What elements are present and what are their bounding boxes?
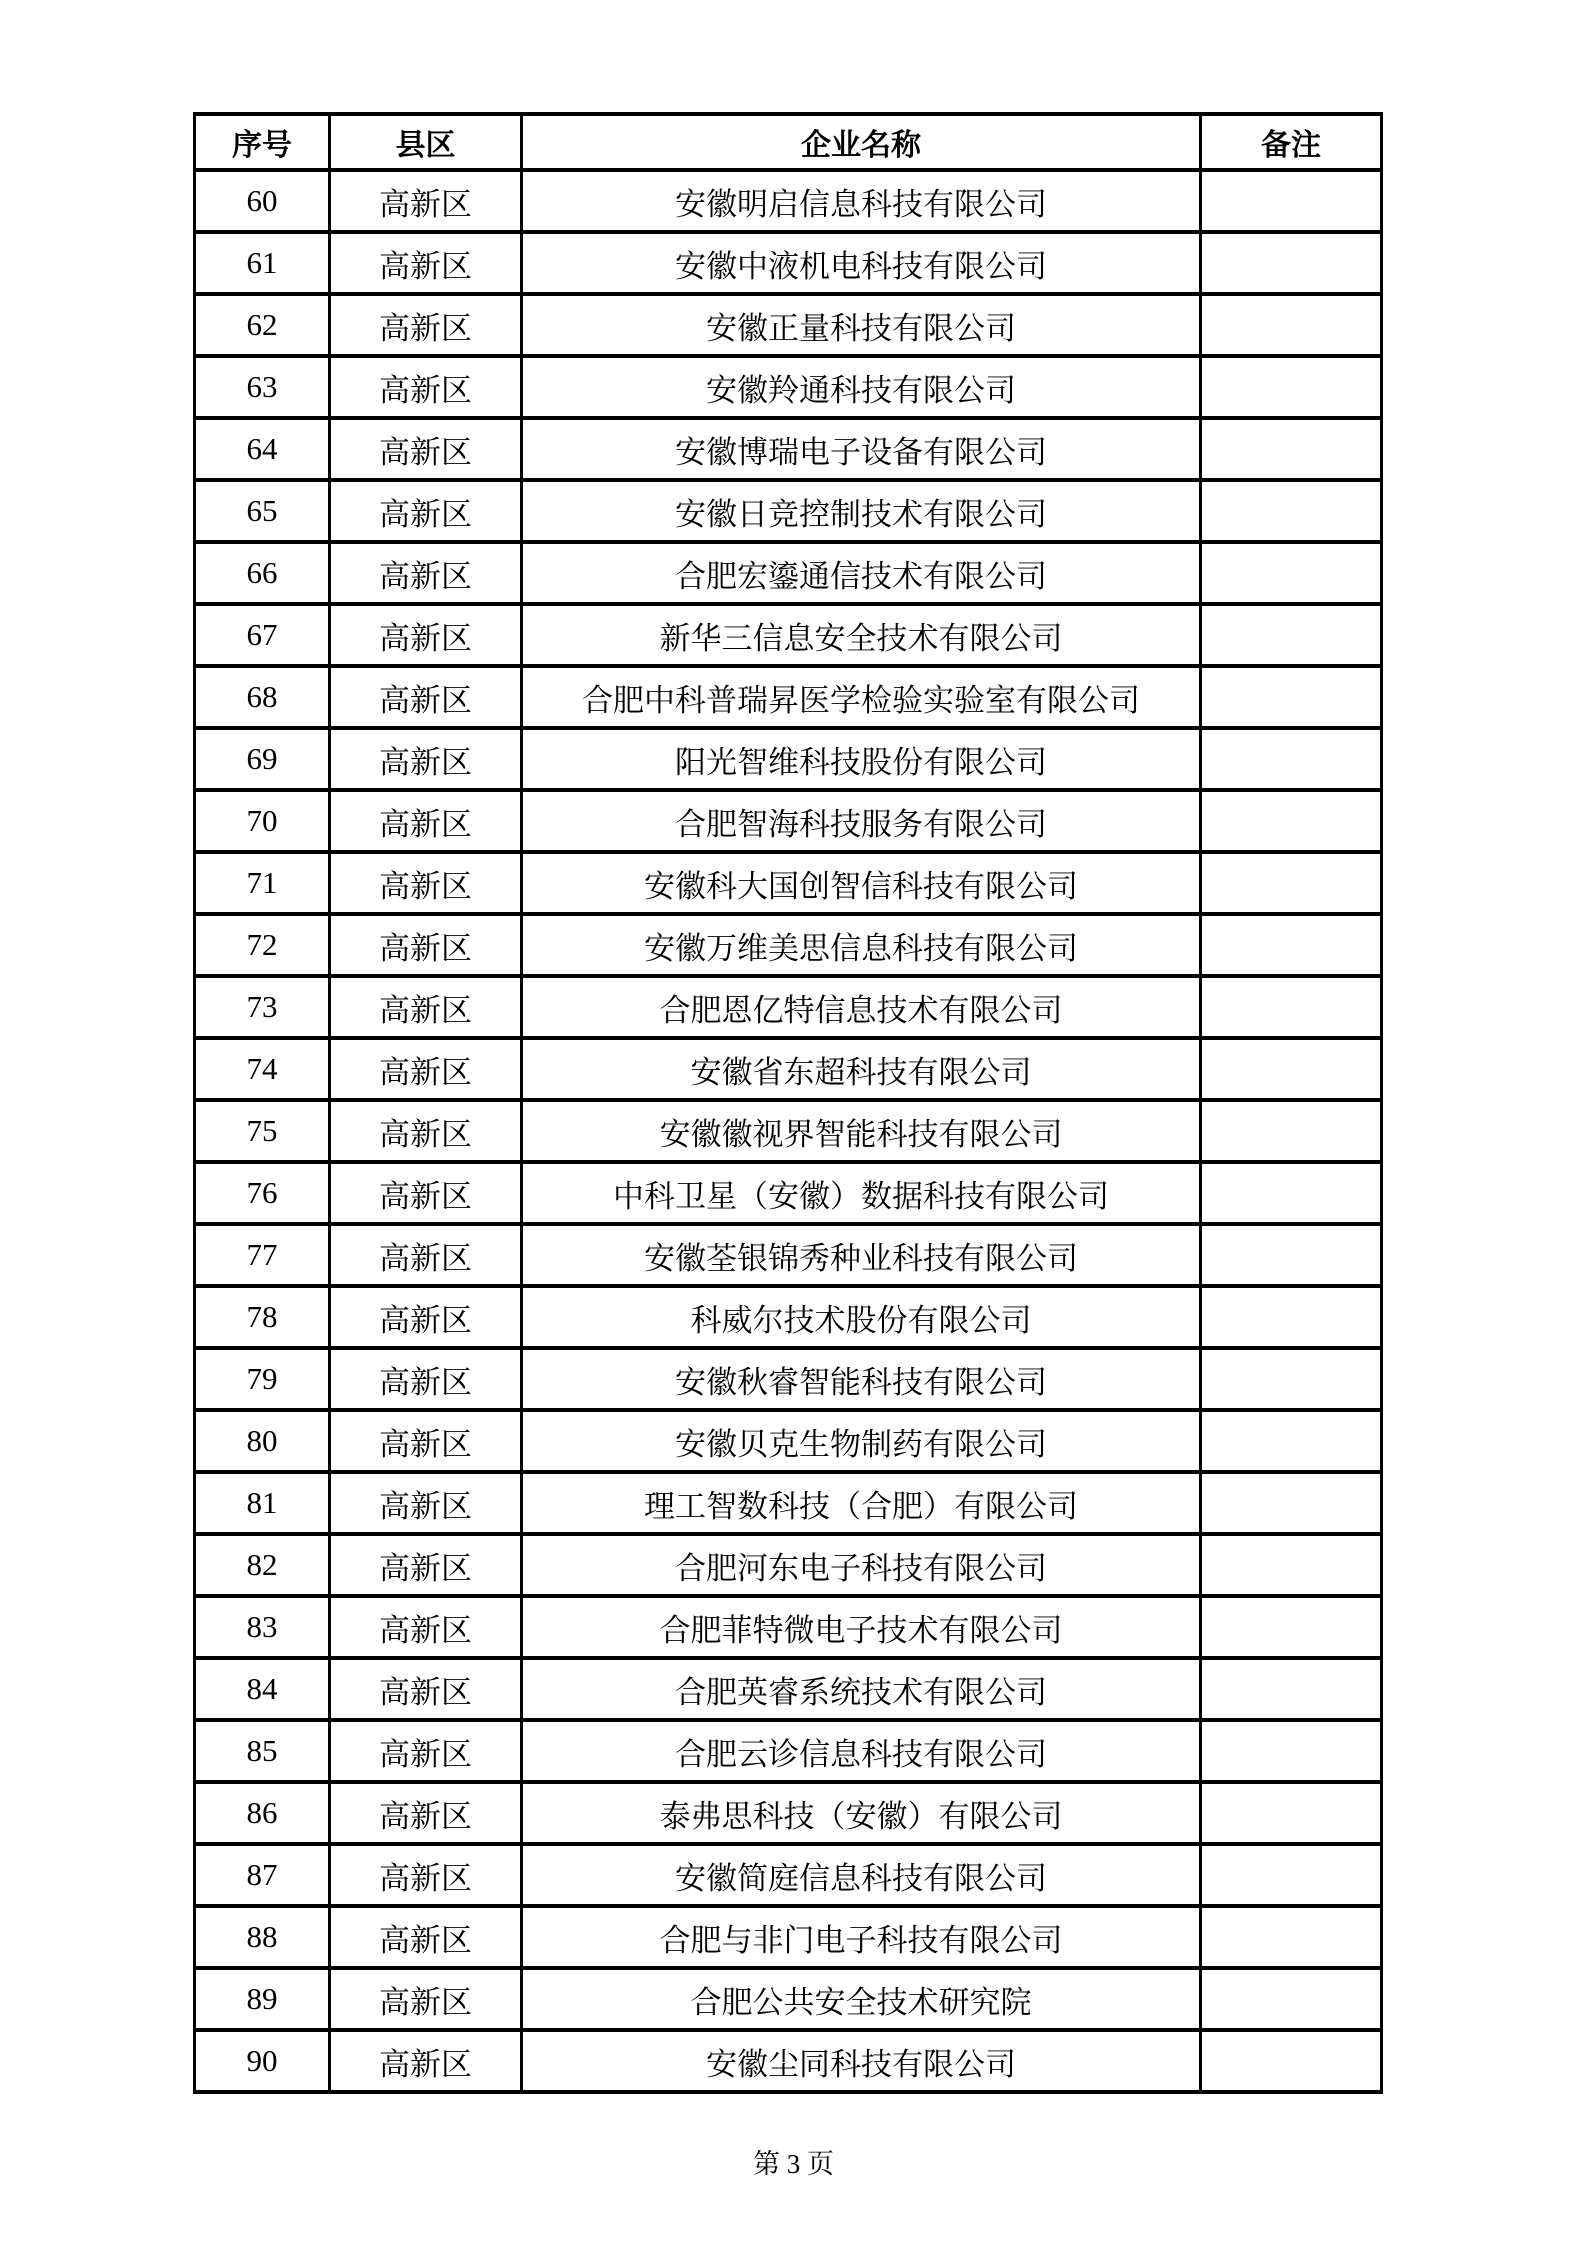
column-header-serial: 序号 (195, 114, 330, 170)
cell-serial-number: 88 (195, 1906, 330, 1968)
cell-remark (1201, 604, 1382, 666)
cell-serial-number: 68 (195, 666, 330, 728)
cell-district: 高新区 (330, 170, 522, 232)
cell-serial-number: 78 (195, 1286, 330, 1348)
page-number: 第 3 页 (753, 2149, 834, 2179)
column-header-company: 企业名称 (522, 114, 1201, 170)
cell-company-name: 合肥公共安全技术研究院 (522, 1968, 1201, 2030)
cell-district: 高新区 (330, 1968, 522, 2030)
cell-district: 高新区 (330, 1410, 522, 1472)
cell-remark (1201, 914, 1382, 976)
cell-serial-number: 83 (195, 1596, 330, 1658)
table-row (195, 1224, 1382, 1286)
cell-company-name: 安徽徽视界智能科技有限公司 (522, 1100, 1201, 1162)
table-row (195, 1410, 1382, 1472)
cell-district: 高新区 (330, 1658, 522, 1720)
cell-company-name: 安徽正量科技有限公司 (522, 294, 1201, 356)
cell-serial-number: 70 (195, 790, 330, 852)
cell-serial-number: 81 (195, 1472, 330, 1534)
cell-serial-number: 61 (195, 232, 330, 294)
cell-serial-number: 77 (195, 1224, 330, 1286)
cell-serial-number: 67 (195, 604, 330, 666)
cell-serial-number: 75 (195, 1100, 330, 1162)
cell-district: 高新区 (330, 914, 522, 976)
cell-district: 高新区 (330, 356, 522, 418)
cell-district: 高新区 (330, 728, 522, 790)
cell-company-name: 泰弗思科技（安徽）有限公司 (522, 1782, 1201, 1844)
cell-remark (1201, 1720, 1382, 1782)
table-row (195, 418, 1382, 480)
cell-district: 高新区 (330, 1224, 522, 1286)
table-row (195, 790, 1382, 852)
cell-remark (1201, 1286, 1382, 1348)
column-header-district: 县区 (330, 114, 522, 170)
cell-remark (1201, 418, 1382, 480)
table-row (195, 1844, 1382, 1906)
cell-remark (1201, 976, 1382, 1038)
cell-company-name: 安徽秋睿智能科技有限公司 (522, 1348, 1201, 1410)
cell-serial-number: 74 (195, 1038, 330, 1100)
cell-serial-number: 73 (195, 976, 330, 1038)
cell-serial-number: 66 (195, 542, 330, 604)
cell-remark (1201, 356, 1382, 418)
cell-district: 高新区 (330, 604, 522, 666)
cell-company-name: 合肥河东电子科技有限公司 (522, 1534, 1201, 1596)
cell-remark (1201, 1658, 1382, 1720)
cell-remark (1201, 294, 1382, 356)
table-row (195, 1596, 1382, 1658)
cell-remark (1201, 1410, 1382, 1472)
cell-company-name: 安徽羚通科技有限公司 (522, 356, 1201, 418)
table-row (195, 666, 1382, 728)
cell-company-name: 安徽荃银锦秀种业科技有限公司 (522, 1224, 1201, 1286)
cell-remark (1201, 728, 1382, 790)
table-row (195, 1906, 1382, 1968)
cell-serial-number: 64 (195, 418, 330, 480)
table-row (195, 480, 1382, 542)
cell-serial-number: 65 (195, 480, 330, 542)
cell-remark (1201, 1596, 1382, 1658)
cell-serial-number: 72 (195, 914, 330, 976)
table-row (195, 1162, 1382, 1224)
cell-remark (1201, 480, 1382, 542)
table-row (195, 1658, 1382, 1720)
cell-district: 高新区 (330, 852, 522, 914)
table-row (195, 2030, 1382, 2092)
cell-serial-number: 84 (195, 1658, 330, 1720)
cell-district: 高新区 (330, 1782, 522, 1844)
cell-remark (1201, 1782, 1382, 1844)
column-header-remark: 备注 (1201, 114, 1382, 170)
table-row (195, 232, 1382, 294)
company-list-table (193, 112, 1383, 2094)
cell-district: 高新区 (330, 1100, 522, 1162)
cell-company-name: 安徽明启信息科技有限公司 (522, 170, 1201, 232)
cell-district: 高新区 (330, 294, 522, 356)
table-row (195, 1472, 1382, 1534)
table-row (195, 1100, 1382, 1162)
cell-serial-number: 89 (195, 1968, 330, 2030)
cell-serial-number: 62 (195, 294, 330, 356)
table-row (195, 852, 1382, 914)
cell-company-name: 合肥云诊信息科技有限公司 (522, 1720, 1201, 1782)
table-row (195, 1782, 1382, 1844)
cell-company-name: 理工智数科技（合肥）有限公司 (522, 1472, 1201, 1534)
cell-company-name: 合肥英睿系统技术有限公司 (522, 1658, 1201, 1720)
table-row (195, 542, 1382, 604)
cell-serial-number: 79 (195, 1348, 330, 1410)
cell-serial-number: 63 (195, 356, 330, 418)
table-row (195, 1348, 1382, 1410)
cell-company-name: 安徽中液机电科技有限公司 (522, 232, 1201, 294)
cell-company-name: 安徽博瑞电子设备有限公司 (522, 418, 1201, 480)
cell-remark (1201, 852, 1382, 914)
cell-company-name: 合肥与非门电子科技有限公司 (522, 1906, 1201, 1968)
cell-serial-number: 90 (195, 2030, 330, 2092)
table-row (195, 1286, 1382, 1348)
cell-district: 高新区 (330, 1844, 522, 1906)
cell-serial-number: 76 (195, 1162, 330, 1224)
cell-company-name: 安徽日竞控制技术有限公司 (522, 480, 1201, 542)
cell-remark (1201, 666, 1382, 728)
cell-company-name: 合肥中科普瑞昇医学检验实验室有限公司 (522, 666, 1201, 728)
cell-district: 高新区 (330, 2030, 522, 2092)
cell-remark (1201, 170, 1382, 232)
cell-remark (1201, 1348, 1382, 1410)
cell-serial-number: 87 (195, 1844, 330, 1906)
cell-remark (1201, 1224, 1382, 1286)
table-row (195, 1968, 1382, 2030)
cell-serial-number: 80 (195, 1410, 330, 1472)
cell-district: 高新区 (330, 1472, 522, 1534)
table-row (195, 728, 1382, 790)
cell-company-name: 安徽省东超科技有限公司 (522, 1038, 1201, 1100)
cell-company-name: 合肥智海科技服务有限公司 (522, 790, 1201, 852)
table-row (195, 1038, 1382, 1100)
table-row (195, 604, 1382, 666)
cell-district: 高新区 (330, 1596, 522, 1658)
cell-company-name: 合肥菲特微电子技术有限公司 (522, 1596, 1201, 1658)
cell-company-name: 阳光智维科技股份有限公司 (522, 728, 1201, 790)
table-row (195, 356, 1382, 418)
cell-company-name: 科威尔技术股份有限公司 (522, 1286, 1201, 1348)
cell-district: 高新区 (330, 1906, 522, 1968)
cell-district: 高新区 (330, 1038, 522, 1100)
table-body (195, 170, 1382, 2092)
cell-company-name: 安徽科大国创智信科技有限公司 (522, 852, 1201, 914)
cell-district: 高新区 (330, 790, 522, 852)
cell-remark (1201, 1162, 1382, 1224)
cell-serial-number: 71 (195, 852, 330, 914)
cell-remark (1201, 1906, 1382, 1968)
cell-district: 高新区 (330, 1534, 522, 1596)
cell-serial-number: 82 (195, 1534, 330, 1596)
table-row (195, 914, 1382, 976)
cell-company-name: 合肥宏鎏通信技术有限公司 (522, 542, 1201, 604)
table-row (195, 976, 1382, 1038)
cell-district: 高新区 (330, 666, 522, 728)
cell-remark (1201, 232, 1382, 294)
cell-remark (1201, 790, 1382, 852)
table-row (195, 1720, 1382, 1782)
cell-remark (1201, 1038, 1382, 1100)
cell-serial-number: 85 (195, 1720, 330, 1782)
table-header-row (195, 114, 1382, 170)
cell-district: 高新区 (330, 1720, 522, 1782)
cell-remark (1201, 1100, 1382, 1162)
cell-company-name: 新华三信息安全技术有限公司 (522, 604, 1201, 666)
cell-company-name: 安徽尘同科技有限公司 (522, 2030, 1201, 2092)
cell-serial-number: 60 (195, 170, 330, 232)
cell-company-name: 安徽贝克生物制药有限公司 (522, 1410, 1201, 1472)
cell-company-name: 中科卫星（安徽）数据科技有限公司 (522, 1162, 1201, 1224)
table-row (195, 294, 1382, 356)
cell-remark (1201, 1472, 1382, 1534)
cell-district: 高新区 (330, 976, 522, 1038)
cell-remark (1201, 1968, 1382, 2030)
cell-district: 高新区 (330, 1162, 522, 1224)
cell-company-name: 合肥恩亿特信息技术有限公司 (522, 976, 1201, 1038)
table-row (195, 170, 1382, 232)
cell-remark (1201, 2030, 1382, 2092)
table-row (195, 1534, 1382, 1596)
cell-serial-number: 86 (195, 1782, 330, 1844)
cell-district: 高新区 (330, 232, 522, 294)
cell-company-name: 安徽简庭信息科技有限公司 (522, 1844, 1201, 1906)
cell-district: 高新区 (330, 480, 522, 542)
cell-district: 高新区 (330, 418, 522, 480)
cell-remark (1201, 1534, 1382, 1596)
cell-remark (1201, 542, 1382, 604)
cell-serial-number: 69 (195, 728, 330, 790)
cell-district: 高新区 (330, 1286, 522, 1348)
cell-district: 高新区 (330, 542, 522, 604)
cell-remark (1201, 1844, 1382, 1906)
cell-company-name: 安徽万维美思信息科技有限公司 (522, 914, 1201, 976)
cell-district: 高新区 (330, 1348, 522, 1410)
